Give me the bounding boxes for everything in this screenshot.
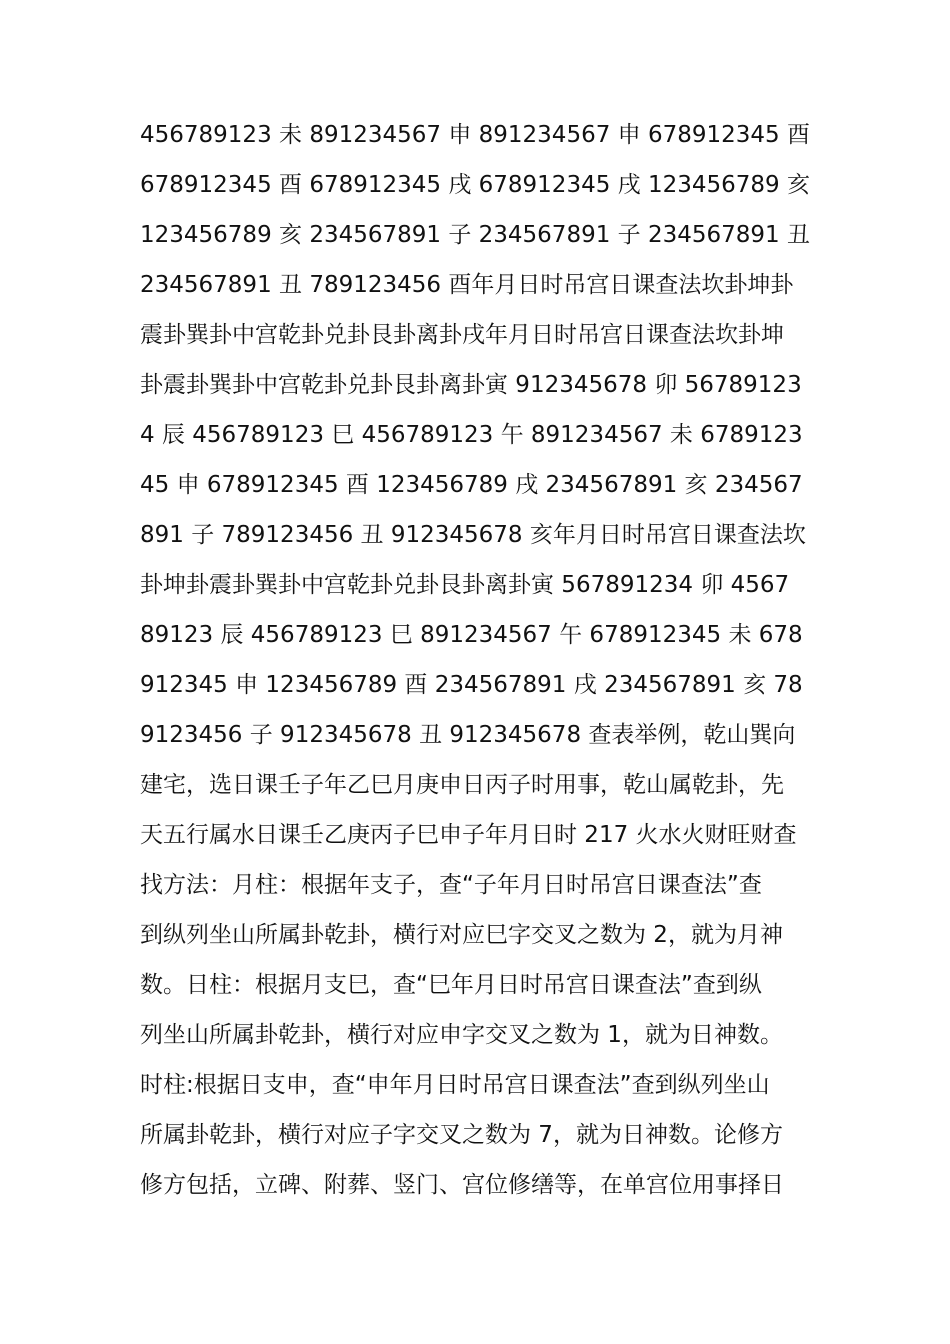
text-line: 列坐山所属卦乾卦，横行对应申字交叉之数为 1，就为日神数。	[140, 1022, 783, 1048]
text-line: 45 申 678912345 酉 123456789 戌 234567891 亥 234567	[140, 472, 803, 498]
text-line: 456789123 未 891234567 申 891234567 申 678912345 酉	[140, 122, 810, 148]
text-line: 678912345 酉 678912345 戌 678912345 戌 123456789 亥	[140, 172, 810, 198]
text-line: 9123456 子 912345678 丑 912345678 查表举例，乾山巽向	[140, 722, 796, 748]
document-body	[140, 110, 810, 1210]
text-line: 天五行属水日课壬乙庚丙子巳申子年月日时 217 火水火财旺财查	[140, 822, 797, 848]
text-line: 4 辰 456789123 巳 456789123 午 891234567 未 6789123	[140, 422, 803, 448]
text-line: 所属卦乾卦，横行对应子字交叉之数为 7，就为日神数。论修方	[140, 1122, 783, 1148]
text-line: 234567891 丑 789123456 酉年月日时吊宫日课查法坎卦坤卦	[140, 272, 794, 298]
text-line: 数。日柱：根据月支巳，查“巳年月日时吊宫日课查法”查到纵	[140, 972, 762, 998]
text-line: 找方法：月柱：根据年支子，查“子年月日时吊宫日课查法”查	[140, 872, 762, 898]
text-line: 建宅，选日课壬子年乙巳月庚申日丙子时用事，乾山属乾卦，先	[140, 772, 784, 798]
text-line: 89123 辰 456789123 巳 891234567 午 678912345 未 678	[140, 622, 803, 648]
text-line: 震卦巽卦中宫乾卦兑卦艮卦离卦戌年月日时吊宫日课查法坎卦坤	[140, 322, 784, 348]
text-line: 912345 申 123456789 酉 234567891 戌 234567891 亥 78	[140, 672, 803, 698]
text-line: 卦坤卦震卦巽卦中宫乾卦兑卦艮卦离卦寅 567891234 卯 4567	[140, 572, 790, 598]
text-line: 修方包括，立碑、附葬、竖门、宫位修缮等，在单宫位用事择日	[140, 1172, 784, 1198]
text-line: 891 子 789123456 丑 912345678 亥年月日时吊宫日课查法坎	[140, 522, 806, 548]
text-line: 123456789 亥 234567891 子 234567891 子 234567891 丑	[140, 222, 810, 248]
text-line: 时柱:根据日支申，查“申年月日时吊宫日课查法”查到纵列坐山	[140, 1072, 770, 1098]
text-line: 卦震卦巽卦中宫乾卦兑卦艮卦离卦寅 912345678 卯 56789123	[140, 372, 802, 398]
text-line: 到纵列坐山所属卦乾卦，横行对应巳字交叉之数为 2，就为月神	[140, 922, 783, 948]
